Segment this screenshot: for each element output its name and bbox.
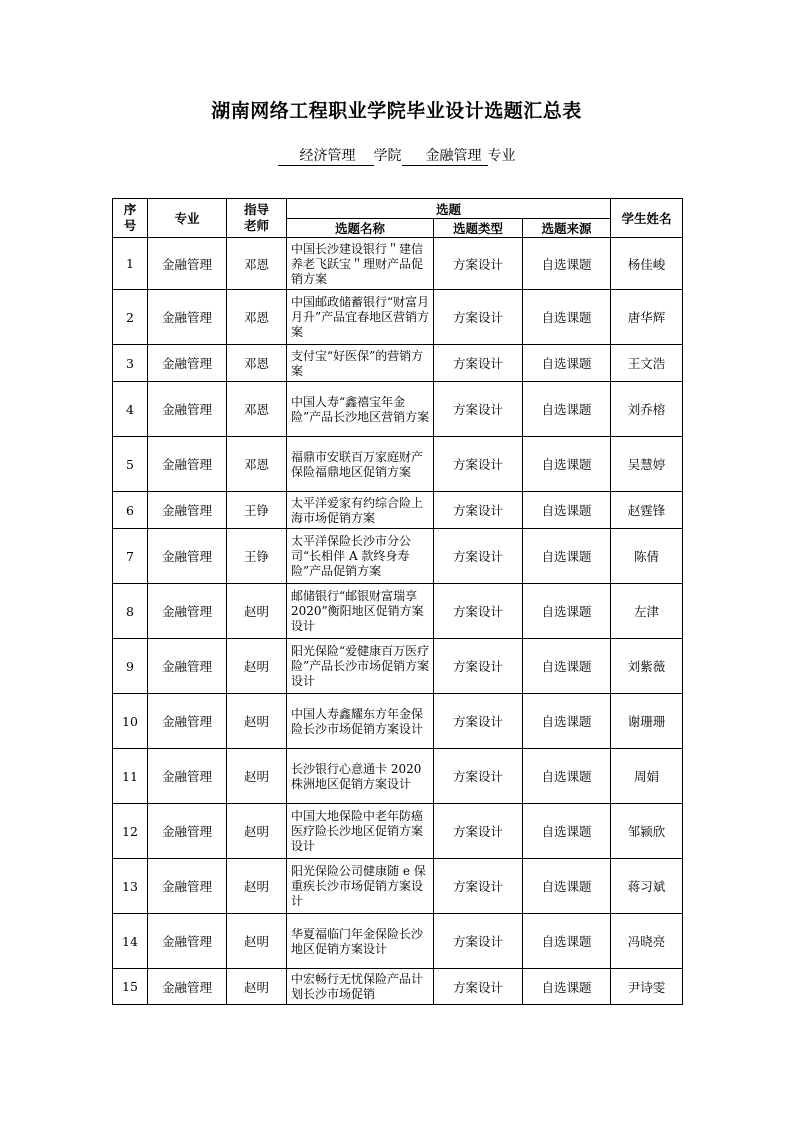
- row-major: 金融管理: [148, 437, 227, 492]
- row-source: 自选课题: [523, 382, 611, 437]
- header-topic-name: 选题名称: [287, 219, 434, 238]
- row-source: 自选课题: [523, 914, 611, 969]
- row-advisor: 邓恩: [227, 238, 287, 290]
- row-topic: 中国邮政储蓄银行“财富月月升”产品宜春地区营销方案: [287, 290, 434, 345]
- row-advisor: 王铮: [227, 492, 287, 529]
- row-source: 自选课题: [523, 694, 611, 749]
- row-type: 方案设计: [434, 437, 523, 492]
- row-source: 自选课题: [523, 584, 611, 639]
- row-topic: 中国人寿“鑫禧宝年金险”产品长沙地区营销方案: [287, 382, 434, 437]
- row-type: 方案设计: [434, 584, 523, 639]
- row-student: 尹诗雯: [611, 969, 683, 1005]
- header-advisor: 指导老师: [227, 199, 287, 238]
- row-source: 自选课题: [523, 492, 611, 529]
- table-row: [113, 694, 683, 749]
- row-type: 方案设计: [434, 345, 523, 382]
- row-topic: 太平洋保险长沙市分公司“长相伴 A 款终身寿险”产品促销方案: [287, 529, 434, 584]
- row-source: 自选课题: [523, 804, 611, 859]
- row-topic: 华夏福临门年金保险长沙地区促销方案设计: [287, 914, 434, 969]
- major-name: 金融管理: [402, 148, 488, 166]
- row-advisor: 王铮: [227, 529, 287, 584]
- row-source: 自选课题: [523, 639, 611, 694]
- row-source: 自选课题: [523, 529, 611, 584]
- row-topic: 中国长沙建设银行＂建信养老飞跃宝＂理财产品促销方案: [287, 238, 434, 290]
- header-topic-source: 选题来源: [523, 219, 611, 238]
- row-major: 金融管理: [148, 584, 227, 639]
- table-row: [113, 584, 683, 639]
- row-topic: 阳光保险公司健康随 e 保重疾长沙市场促销方案设计: [287, 859, 434, 914]
- row-topic: 邮储银行“邮银财富瑞享 2020”衡阳地区促销方案设计: [287, 584, 434, 639]
- row-major: 金融管理: [148, 382, 227, 437]
- row-type: 方案设计: [434, 969, 523, 1005]
- row-student: 蒋习斌: [611, 859, 683, 914]
- row-student: 王文浩: [611, 345, 683, 382]
- row-advisor: 赵明: [227, 639, 287, 694]
- table-row: [113, 639, 683, 694]
- row-advisor: 邓恩: [227, 345, 287, 382]
- row-topic: 福鼎市安联百万家庭财产保险福鼎地区促销方案: [287, 437, 434, 492]
- row-type: 方案设计: [434, 238, 523, 290]
- row-seq: 5: [113, 437, 148, 492]
- row-advisor: 邓恩: [227, 290, 287, 345]
- topics-table: [112, 198, 683, 1005]
- table-row: [113, 492, 683, 529]
- row-type: 方案设计: [434, 290, 523, 345]
- row-advisor: 邓恩: [227, 382, 287, 437]
- row-advisor: 邓恩: [227, 437, 287, 492]
- table-row: [113, 969, 683, 1005]
- row-seq: 10: [113, 694, 148, 749]
- row-type: 方案设计: [434, 749, 523, 804]
- header-major: 专业: [148, 199, 227, 238]
- table-body: [113, 238, 683, 1005]
- row-type: 方案设计: [434, 529, 523, 584]
- row-topic: 太平洋爱家有约综合险上海市场促销方案: [287, 492, 434, 529]
- row-seq: 12: [113, 804, 148, 859]
- table-row: [113, 345, 683, 382]
- subtitle: [0, 145, 793, 166]
- table-row: [113, 290, 683, 345]
- row-type: 方案设计: [434, 914, 523, 969]
- row-student: 吴慧婷: [611, 437, 683, 492]
- row-source: 自选课题: [523, 345, 611, 382]
- row-student: 冯晓亮: [611, 914, 683, 969]
- row-major: 金融管理: [148, 804, 227, 859]
- row-major: 金融管理: [148, 345, 227, 382]
- college-name: 经济管理: [278, 148, 374, 166]
- row-student: 谢珊珊: [611, 694, 683, 749]
- row-major: 金融管理: [148, 639, 227, 694]
- table-row: [113, 238, 683, 290]
- row-type: 方案设计: [434, 382, 523, 437]
- row-student: 唐华辉: [611, 290, 683, 345]
- row-type: 方案设计: [434, 859, 523, 914]
- row-seq: 14: [113, 914, 148, 969]
- header-topic-group: 选题: [287, 199, 611, 219]
- row-type: 方案设计: [434, 804, 523, 859]
- table-row: [113, 804, 683, 859]
- row-major: 金融管理: [148, 859, 227, 914]
- row-student: 杨佳峻: [611, 238, 683, 290]
- row-topic: 阳光保险“爱健康百万医疗险”产品长沙市场促销方案设计: [287, 639, 434, 694]
- row-advisor: 赵明: [227, 804, 287, 859]
- header-seq: 序号: [113, 199, 148, 238]
- row-source: 自选课题: [523, 437, 611, 492]
- table-row: [113, 914, 683, 969]
- row-student: 刘紫薇: [611, 639, 683, 694]
- row-advisor: 赵明: [227, 914, 287, 969]
- row-advisor: 赵明: [227, 859, 287, 914]
- header-topic-type: 选题类型: [434, 219, 523, 238]
- row-type: 方案设计: [434, 639, 523, 694]
- row-advisor: 赵明: [227, 694, 287, 749]
- row-major: 金融管理: [148, 492, 227, 529]
- row-seq: 8: [113, 584, 148, 639]
- row-topic: 中国人寿鑫耀东方年金保险长沙市场促销方案设计: [287, 694, 434, 749]
- header-student: 学生姓名: [611, 199, 683, 238]
- table-row: [113, 437, 683, 492]
- row-student: 周娟: [611, 749, 683, 804]
- row-seq: 13: [113, 859, 148, 914]
- row-source: 自选课题: [523, 290, 611, 345]
- row-source: 自选课题: [523, 859, 611, 914]
- page-title: 湖南网络工程职业学院毕业设计选题汇总表: [211, 100, 582, 122]
- row-student: 左津: [611, 584, 683, 639]
- row-student: 陈倩: [611, 529, 683, 584]
- row-seq: 15: [113, 969, 148, 1005]
- row-source: 自选课题: [523, 238, 611, 290]
- row-source: 自选课题: [523, 969, 611, 1005]
- row-topic: 长沙银行心意通卡 2020 株洲地区促销方案设计: [287, 749, 434, 804]
- row-major: 金融管理: [148, 914, 227, 969]
- table-row: [113, 859, 683, 914]
- row-student: 刘乔榕: [611, 382, 683, 437]
- row-advisor: 赵明: [227, 584, 287, 639]
- row-major: 金融管理: [148, 529, 227, 584]
- row-type: 方案设计: [434, 492, 523, 529]
- row-advisor: 赵明: [227, 749, 287, 804]
- row-major: 金融管理: [148, 749, 227, 804]
- row-major: 金融管理: [148, 694, 227, 749]
- row-major: 金融管理: [148, 969, 227, 1005]
- row-seq: 9: [113, 639, 148, 694]
- college-suffix: 学院: [373, 148, 402, 164]
- table-row: [113, 529, 683, 584]
- row-seq: 11: [113, 749, 148, 804]
- row-seq: 3: [113, 345, 148, 382]
- row-major: 金融管理: [148, 290, 227, 345]
- row-major: 金融管理: [148, 238, 227, 290]
- row-student: 邹颍欣: [611, 804, 683, 859]
- row-topic: 支付宝“好医保”的营销方案: [287, 345, 434, 382]
- row-source: 自选课题: [523, 749, 611, 804]
- row-seq: 6: [113, 492, 148, 529]
- table-row: [113, 749, 683, 804]
- row-seq: 4: [113, 382, 148, 437]
- row-topic: 中国大地保险中老年防癌医疗险长沙地区促销方案设计: [287, 804, 434, 859]
- table-row: [113, 382, 683, 437]
- row-seq: 7: [113, 529, 148, 584]
- row-seq: 2: [113, 290, 148, 345]
- row-advisor: 赵明: [227, 969, 287, 1005]
- row-topic: 中宏畅行无忧保险产品计划长沙市场促销: [287, 969, 434, 1005]
- row-type: 方案设计: [434, 694, 523, 749]
- row-student: 赵霆锋: [611, 492, 683, 529]
- row-seq: 1: [113, 238, 148, 290]
- major-suffix: 专业: [487, 148, 516, 164]
